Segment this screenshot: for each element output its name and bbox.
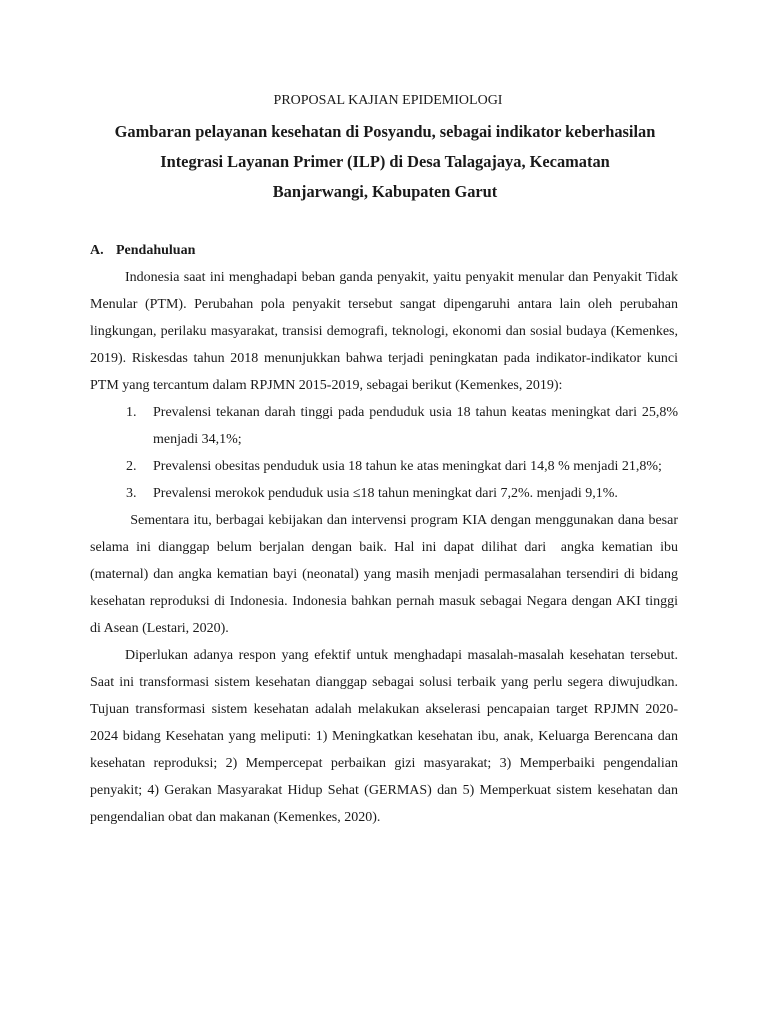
indicator-list [90, 399, 678, 507]
paragraph-transformation: Diperlukan adanya respon yang efektif untuk menghadapi masalah-masalah kesehatan tersebut. Saat ini transformasi sistem kesehatan dianggap sebagai solusi terbaik yang perlu segera diwujudkan. Tujuan transformasi sistem kesehatan adalah melakukan akselerasi pencapaian target RPJMN 2020-2024 bidang Kesehatan yang meliputi: 1) Meningkatkan kesehatan ibu, anak, Keluarga Berencana dan kesehatan reproduksi; 2) Mempercepat perbaikan gizi masyarakat; 3) Memperbaiki pengendalian penyakit; 4) Gerakan Masyarakat Hidup Sehat (GERMAS) dan 5) Memperkuat sistem kesehatan dan pengendalian obat dan makanan (Kemenkes, 2020). [90, 648, 678, 825]
document-header-label: PROPOSAL KAJIAN EPIDEMIOLOGI [273, 93, 503, 108]
list-item [90, 399, 678, 453]
document-page [90, 90, 682, 831]
list-item [90, 453, 678, 480]
title-line: Integrasi Layanan Primer (ILP) di Desa Talagajaya, Kecamatan [160, 152, 610, 171]
document-title [80, 117, 690, 207]
list-item-text: Prevalensi obesitas penduduk usia 18 tahun ke atas meningkat dari 14,8 % menjadi 21,8%; [153, 459, 662, 474]
list-item-text: Prevalensi merokok penduduk usia ≤18 tahun meningkat dari 7,2%. menjadi 9,1%. [153, 486, 618, 501]
list-marker: 2. [126, 459, 137, 474]
list-marker: 3. [126, 486, 137, 501]
list-item-text: Prevalensi tekanan darah tinggi pada penduduk usia 18 tahun keatas meningkat dari 25,8% menjadi 34,1%; [153, 405, 678, 447]
paragraph-intro: Indonesia saat ini menghadapi beban ganda penyakit, yaitu penyakit menular dan Penyakit Tidak Menular (PTM). Perubahan pola penyakit tersebut sangat dipengaruhi antara lain oleh perubahan lingkungan, perilaku masyarakat, transisi demografi, teknologi, ekonomi dan sosial budaya (Kemenkes, 2019). Riskesdas tahun 2018 menunjukkan bahwa terjadi peningkatan pada indikator-indikator kunci PTM yang tercantum dalam RPJMN 2015-2019, sebagai berikut (Kemenkes, 2019): [90, 270, 678, 393]
section-number: A. [90, 243, 104, 258]
list-marker: 1. [126, 405, 137, 420]
list-item [90, 480, 678, 507]
section-heading [90, 237, 678, 264]
paragraph-kia: Sementara itu, berbagai kebijakan dan intervensi program KIA dengan menggunakan dana besar selama ini dianggap belum berjalan dengan baik. Hal ini dapat dilihat dari angka kematian ibu (maternal) dan angka kematian bayi (neonatal) yang masih menjadi permasalahan tersendiri di bidang kesehatan reproduksi di Indonesia. Indonesia bahkan pernah masuk sebagai Negara dengan AKI tinggi di Asean (Lestari, 2020). [90, 513, 682, 636]
title-line: Gambaran pelayanan kesehatan di Posyandu, sebagai indikator keberhasilan [114, 122, 656, 141]
section-title: Pendahuluan [116, 243, 196, 258]
title-line: Banjarwangi, Kabupaten Garut [272, 182, 498, 201]
